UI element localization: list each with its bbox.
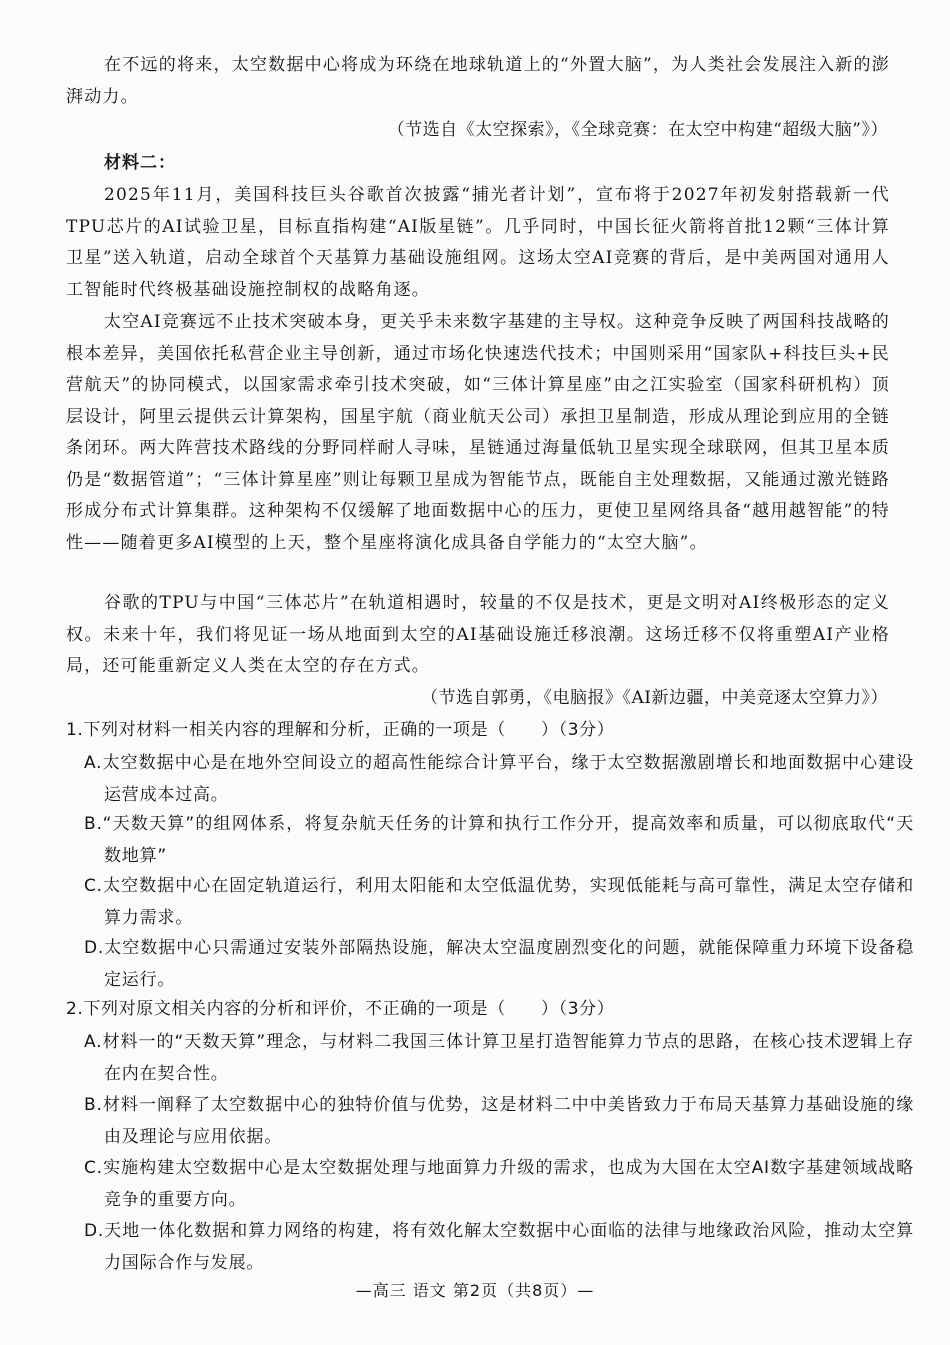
question-2-option-c: C.实施构建太空数据中心是太空数据处理与地面算力升级的需求，也成为大国在太空AI数字基建领域战略竞争的重要方向。 (84, 1158, 914, 1210)
material1-source: （节选自《太空探索》，《全球竞赛：在太空中构建“超级大脑”》） (387, 120, 888, 140)
question-1-option-c: C.太空数据中心在固定轨道运行，利用太阳能和太空低温优势，实现低能耗与高可靠性，满足太空存储和算力需求。 (84, 876, 914, 928)
page-footer: —高三 语文 第2页（共8页）— (355, 1281, 595, 1300)
question-2-option-d: D.天地一体化数据和算力网络的构建，将有效化解太空数据中心面临的法律与地缘政治风险，推动太空算力国际合作与发展。 (84, 1221, 914, 1273)
material2-paragraph-2: 太空AI竞赛远不止技术突破本身，更关乎未来数字基建的主导权。这种竞争反映了两国科技战略的根本差异，美国依托私营企业主导创新，通过市场化快速迭代技术；中国则采用“国家队+科技巨头+民营航天”的协同模式，以国家需求牵引技术突破，如“三体计算星座”由之江实验室（国家科研机构）顶层设计，阿里云提供云计算架构，国星宇航（商业航天公司）承担卫星制造，形成从理论到应用的全链条闭环。两大阵营技术路线的分野同样耐人寻味，星链通过海量低轨卫星实现全球联网，但其卫星本质仍是“数据管道”；“三体计算星座”则让每颗卫星成为智能节点，既能自主处理数据，又能通过激光链路形成分布式计算集群。这种架构不仅缓解了地面数据中心的压力，更使卫星网络具备“越用越智能”的特性——随着更多AI模型的上天，整个星座将演化成具备自学能力的“太空大脑”。 (66, 312, 890, 553)
material2-heading: 材料二： (104, 153, 176, 173)
material1-closing-paragraph: 在不远的将来，太空数据中心将成为环绕在地球轨道上的“外置大脑”，为人类社会发展注入新的澎湃动力。 (66, 55, 890, 107)
question-2-stem: 2.下列对原文相关内容的分析和评价，不正确的一项是（ ）（3分） (66, 999, 615, 1019)
question-2-option-b: B.材料一阐释了太空数据中心的独特价值与优势，这是材料二中中美皆致力于布局天基算力基础设施的缘由及理论与应用依据。 (84, 1095, 914, 1147)
material2-paragraph-1: 2025年11月，美国科技巨头谷歌首次披露“捕光者计划”，宣布将于2027年初发射搭载新一代TPU芯片的AI试验卫星，目标直指构建“AI版星链”。几乎同时，中国长征火箭将首批12颗“三体计算卫星”送入轨道，启动全球首个天基算力基础设施组网。这场太空AI竞赛的背后，是中美两国对通用人工智能时代终极基础设施控制权的战略角逐。 (66, 185, 890, 300)
material2-paragraph-3: 谷歌的TPU与中国“三体芯片”在轨道相遇时，较量的不仅是技术，更是文明对AI终极形态的定义权。未来十年，我们将见证一场从地面到太空的AI基础设施迁移浪潮。这场迁移不仅将重塑AI产业格局，还可能重新定义人类在太空的存在方式。 (66, 593, 890, 676)
material2-source: （节选自郭勇，《电脑报》《AI新边疆，中美竞逐太空算力》） (421, 688, 888, 708)
question-1-option-b: B.“天数天算”的组网体系，将复杂航天任务的计算和执行工作分开，提高效率和质量，可以彻底取代“天数地算” (84, 814, 914, 866)
question-1-stem: 1.下列对材料一相关内容的理解和分析，正确的一项是（ ）（3分） (66, 720, 615, 740)
question-1-option-d: D.太空数据中心只需通过安装外部隔热设施，解决太空温度剧烈变化的问题，就能保障重力环境下设备稳定运行。 (84, 938, 914, 990)
question-1-option-a: A.太空数据中心是在地外空间设立的超高性能综合计算平台，缘于太空数据激剧增长和地面数据中心建设运营成本过高。 (84, 753, 914, 805)
question-2-option-a: A.材料一的“天数天算”理念，与材料二我国三体计算卫星打造智能算力节点的思路，在核心技术逻辑上存在内在契合性。 (84, 1032, 914, 1084)
